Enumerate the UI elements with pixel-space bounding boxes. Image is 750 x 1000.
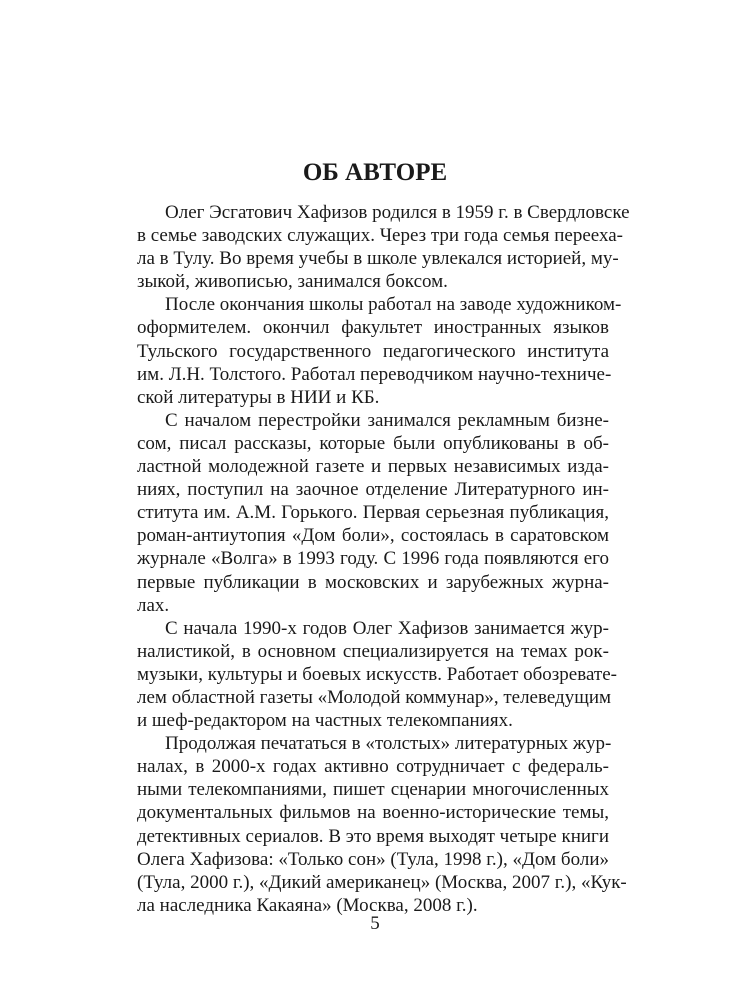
text-line: детективных сериалов. В это время выходят четыре книги — [137, 825, 609, 847]
text-line: Олега Хафизова: «Только сон» (Тула, 1998 г.), «Дом боли» — [137, 848, 609, 870]
article-body — [137, 201, 630, 917]
text-line: Продолжая печататься в «толстых» литературных жур- — [165, 733, 612, 755]
text-line: налистикой, в основном специализируется на темах рок- — [137, 640, 609, 662]
text-line: налах, в 2000-х годах активно сотрудничает с федераль- — [137, 756, 609, 778]
text-line: первые публикации в московских и зарубежных журна- — [137, 571, 609, 593]
text-line: Тульского государственного педагогического института — [137, 340, 609, 362]
text-line: и шеф-редактором на частных телекомпаниях. — [137, 710, 513, 732]
text-line: в семье заводских служащих. Через три года семья перееха- — [137, 225, 623, 247]
text-line: ла наследника Какаяна» (Москва, 2008 г.). — [137, 894, 478, 916]
text-line: оформителем. окончил факультет иностранных языков — [137, 317, 609, 339]
text-line: роман-антиутопия «Дом боли», состоялась в саратовском — [137, 525, 609, 547]
text-line: лах. — [137, 594, 170, 616]
page-title: ОБ АВТОРЕ — [302, 159, 448, 186]
text-line: ными телекомпаниями, пишет сценарии многочисленных — [137, 779, 609, 801]
page-number: 5 — [370, 913, 380, 934]
paragraph — [137, 201, 630, 293]
text-line: ской литературы в НИИ и КБ. — [137, 386, 380, 408]
text-line: журнале «Волга» в 1993 году. С 1996 года появляются его — [137, 548, 609, 570]
text-line: ститута им. А.М. Горького. Первая серьезная публикация, — [137, 502, 609, 524]
paragraph — [137, 409, 609, 617]
text-line: музыки, культуры и боевых искусств. Работает обозревате- — [137, 663, 617, 685]
text-line: Олег Эсгатович Хафизов родился в 1959 г. в Свердловске — [165, 202, 630, 223]
text-line: документальных фильмов на военно-исторические темы, — [137, 802, 609, 824]
text-line: (Тула, 2000 г.), «Дикий американец» (Москва, 2007 г.), «Кук- — [137, 871, 627, 893]
paragraph — [137, 732, 627, 917]
text-line: С начала 1990-х годов Олег Хафизов занимается жур- — [165, 617, 609, 639]
text-line: С началом перестройки занимался рекламным бизне- — [165, 409, 609, 431]
text-line: ниях, поступил на заочное отделение Литературного ин- — [137, 479, 609, 501]
paragraph — [137, 293, 622, 408]
text-line: сом, писал рассказы, которые были опубликованы в об- — [137, 432, 609, 454]
text-line: ла в Тулу. Во время учебы в школе увлекался историей, му- — [137, 248, 619, 270]
paragraph — [137, 617, 617, 732]
text-line: им. Л.Н. Толстого. Работал переводчиком научно-техниче- — [137, 363, 612, 385]
text-line: лем областной газеты «Молодой коммунар», телеведущим — [137, 686, 612, 708]
text-line: зыкой, живописью, занимался боксом. — [137, 271, 448, 293]
text-line: ластной молодежной газете и первых независимых изда- — [137, 456, 609, 478]
text-line: После окончания школы работал на заводе художником- — [165, 294, 622, 316]
